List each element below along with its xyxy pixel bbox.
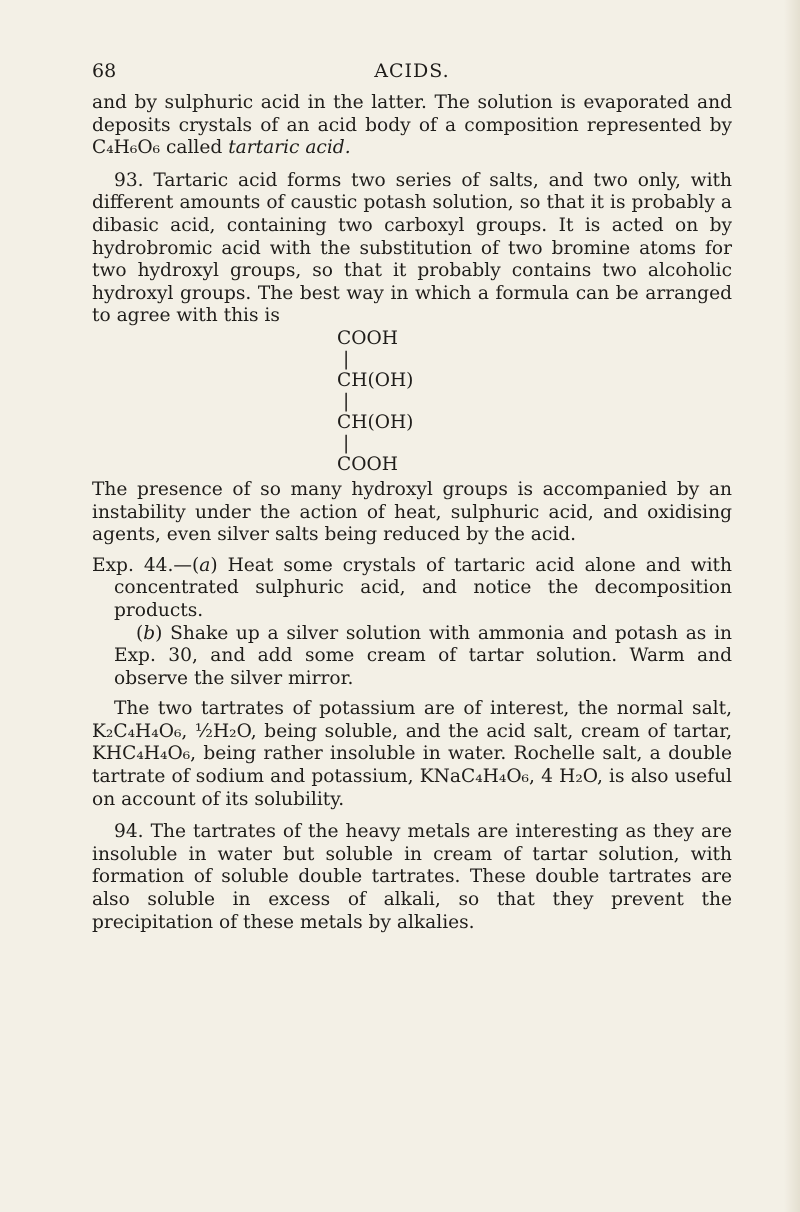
term-tartaric-acid: tartaric acid. <box>228 137 351 159</box>
experiment-44a-text: ) Heat some crystals of tartaric acid alone and with concentrated sulphuric acid, and notice the decomposition products. <box>114 554 732 621</box>
experiment-44b-text: ) Shake up a silver solution with ammonia and potash as in Exp. 30, and add some cream of tartar solution. Warm and observe the silver mirror. <box>114 622 732 689</box>
page-number: 68 <box>92 60 117 82</box>
paragraph-text: and by sulphuric acid in the latter. The solution is evaporated and deposits crystals of an acid body of a composition represented by C₄H₆O₆ called <box>92 92 732 159</box>
formula-bond: | <box>343 432 350 454</box>
section-number: 93. <box>114 169 144 191</box>
page-edge <box>784 0 800 1212</box>
formula-line: COOH <box>337 453 398 475</box>
item-letter-b: b <box>143 622 156 644</box>
section-93 <box>92 170 732 328</box>
running-header <box>92 60 732 84</box>
formula-bond: | <box>343 390 350 412</box>
paragraph-tartrates: The two tartrates of potassium are of interest, the normal salt, K₂C₄H₄O₆, ½H₂O, being soluble, and the acid salt, cream of tartar, KHC₄H₄O₆, being rather insoluble in water. Rochelle salt, a double tartrate of sodium and potassium, KNaC₄H₄O₆, 4 H₂O, is also useful on account of its solubility. <box>92 698 732 810</box>
item-letter-a: a <box>199 554 211 576</box>
page-body <box>92 92 732 934</box>
running-title: ACIDS. <box>374 60 450 82</box>
section-93-text: Tartaric acid forms two series of salts, and two only, with different amounts of caustic potash solution, so that it is probably a dibasic acid, containing two carboxyl groups. It is acted on by hydrobromic acid with the substitution of two bromine atoms for two hydroxyl groups, so that it probably contains two alcoholic hydroxyl groups. The best way in which a formula can be arranged to agree with this is <box>92 169 732 327</box>
formula-bond: | <box>343 348 350 370</box>
section-94 <box>92 821 732 934</box>
formula-line: CH(OH) <box>337 369 414 391</box>
paragraph-presence: The presence of so many hydroxyl groups is accompanied by an instability under the action of heat, sulphuric acid, and oxidising agents, even silver salts being reduced by the acid. <box>92 478 732 546</box>
paragraph-continuation <box>92 92 732 160</box>
formula-line: CH(OH) <box>337 411 414 433</box>
section-number: 94. <box>114 821 144 843</box>
paren-open: ( <box>136 622 144 644</box>
experiment-44a <box>92 555 732 623</box>
section-94-text: The tartrates of the heavy metals are interesting as they are insoluble in water but soluble in cream of tartar solution, with formation of soluble double tartrates. These double tartrates are also soluble in excess of alkali, so that they prevent the precipitation of these metals by alkalies. <box>92 821 732 933</box>
structural-formula <box>337 328 732 475</box>
experiment-44b <box>114 623 732 691</box>
experiment-label: Exp. 44.—( <box>92 554 200 576</box>
formula-line: COOH <box>337 327 398 349</box>
experiment-44b-block <box>92 623 732 691</box>
